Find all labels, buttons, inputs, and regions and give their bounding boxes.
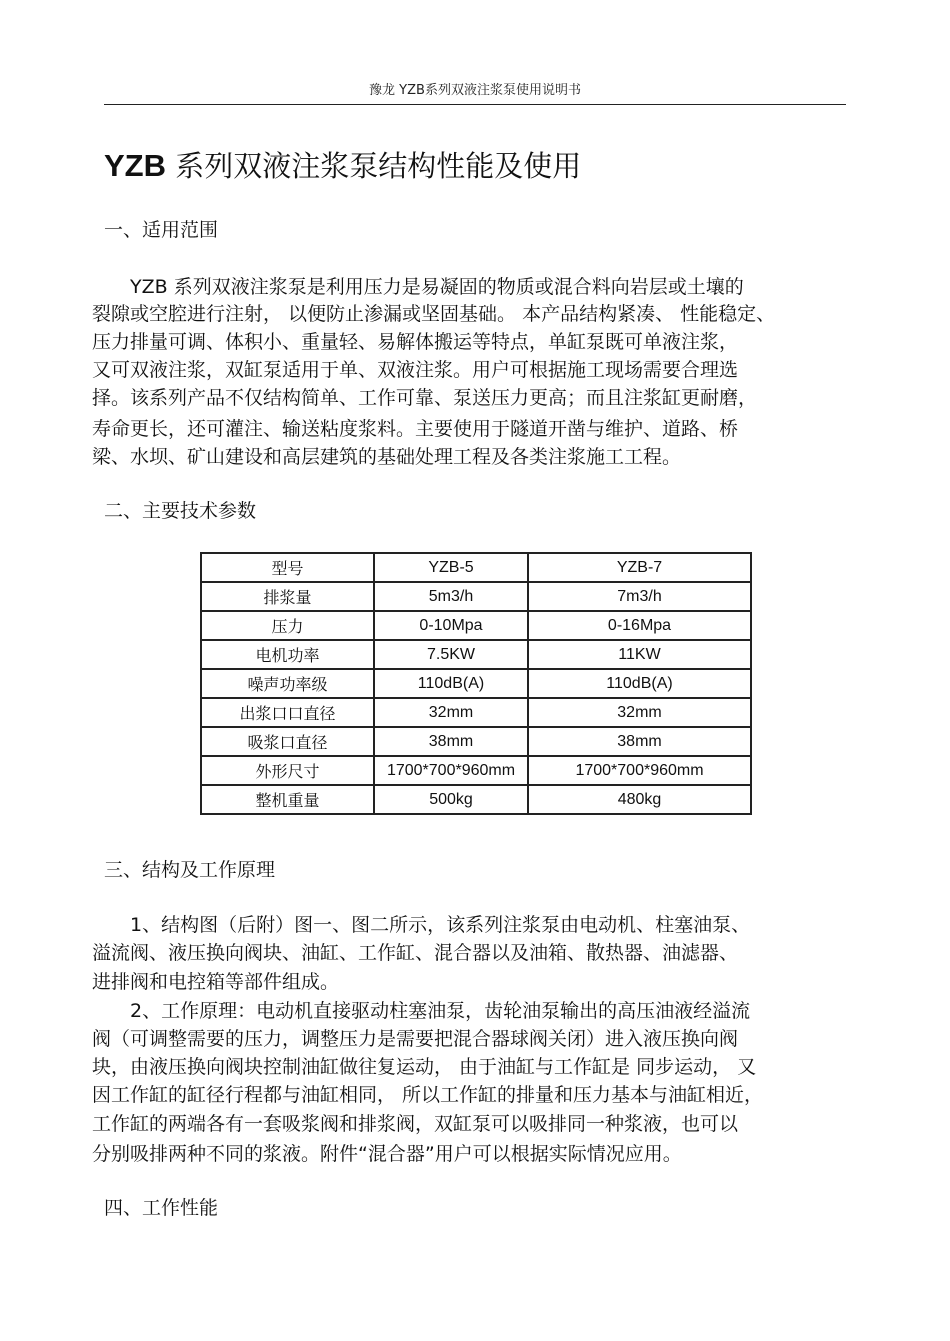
table-cell: 480kg — [528, 785, 751, 814]
table-cell: 外形尺寸 — [201, 756, 374, 785]
paragraph-line: 工作缸的两端各有一套吸浆阀和排浆阀，双缸泵可以吸排同一种浆液，也可以 — [92, 1113, 739, 1135]
table-row — [201, 582, 751, 611]
table-cell: 压力 — [201, 611, 374, 640]
table-cell: 电机功率 — [201, 640, 374, 669]
table-header-cell: YZB-7 — [528, 553, 751, 582]
paragraph-line: 寿命更长，还可灌注、输送粘度浆料。主要使用于隧道开凿与维护、道路、桥 — [92, 418, 739, 440]
section-heading-specs: 二、主要技术参数 — [104, 500, 257, 522]
paragraph-line: 又可双液注浆，双缸泵适用于单、双液注浆。用户可根据施工现场需要合理选 — [92, 359, 739, 381]
table-row — [201, 611, 751, 640]
table-cell: 500kg — [374, 785, 528, 814]
title-text: 系列双液注浆泵结构性能及使用 — [166, 149, 582, 183]
paragraph-line: 分别吸排两种不同的浆液。附件“混合器”用户可以根据实际情况应用。 — [92, 1143, 682, 1165]
document-title — [104, 146, 581, 186]
running-header: 豫龙 YZB系列双液注浆泵使用说明书 — [369, 83, 581, 98]
paragraph-line: 压力排量可调、体积小、重量轻、易解体搬运等特点，单缸泵既可单液注浆， — [92, 331, 739, 353]
section-heading-performance: 四、工作性能 — [104, 1197, 219, 1219]
paragraph-line: 裂隙或空腔进行注射， 以便防止渗漏或坚固基础。 本产品结构紧凑、 性能稳定、 — [92, 303, 776, 325]
table-cell: 110dB(A) — [374, 669, 528, 698]
table-cell: 排浆量 — [201, 582, 374, 611]
table-cell: 1700*700*960mm — [528, 756, 751, 785]
paragraph-line: 因工作缸的缸径行程都与油缸相同， 所以工作缸的排量和压力基本与油缸相近， — [92, 1084, 764, 1106]
table-row — [201, 640, 751, 669]
table-cell: 0-16Mpa — [528, 611, 751, 640]
table-cell: 7m3/h — [528, 582, 751, 611]
title-model: YZB — [104, 148, 166, 183]
table-row — [201, 669, 751, 698]
table-header-row — [201, 553, 751, 582]
table-cell: 11KW — [528, 640, 751, 669]
table-row — [201, 727, 751, 756]
paragraph-line: 溢流阀、液压换向阀块、油缸、工作缸、混合器以及油箱、散热器、油滤器、 — [92, 942, 739, 964]
table-cell: 5m3/h — [374, 582, 528, 611]
spec-table — [200, 552, 752, 815]
table-cell: 7.5KW — [374, 640, 528, 669]
table-cell: 噪声功率级 — [201, 669, 374, 698]
paragraph-line: 1、结构图（后附）图一、图二所示，该系列注浆泵由电动机、柱塞油泵、 — [130, 914, 751, 936]
table-cell: 出浆口口直径 — [201, 698, 374, 727]
table-row — [201, 785, 751, 814]
table-cell: 0-10Mpa — [374, 611, 528, 640]
table-cell: 32mm — [528, 698, 751, 727]
table-cell: 整机重量 — [201, 785, 374, 814]
table-header-cell: 型号 — [201, 553, 374, 582]
paragraph-line: 进排阀和电控箱等部件组成。 — [92, 971, 340, 993]
section-heading-structure: 三、结构及工作原理 — [104, 859, 276, 881]
table-cell: 38mm — [374, 727, 528, 756]
paragraph-line: 2、工作原理：电动机直接驱动柱塞油泵，齿轮油泵输出的高压油液经溢流 — [130, 1000, 751, 1022]
paragraph-line: 梁、水坝、矿山建设和高层建筑的基础处理工程及各类注浆施工工程。 — [92, 446, 682, 468]
table-row — [201, 756, 751, 785]
paragraph-line: 阀（可调整需要的压力，调整压力是需要把混合器球阀关闭）进入液压换向阀 — [92, 1028, 739, 1050]
table-cell: 110dB(A) — [528, 669, 751, 698]
table-cell: 吸浆口直径 — [201, 727, 374, 756]
paragraph-line: 块，由液压换向阀块控制油缸做往复运动， 由于油缸与工作缸是 同步运动， 又 — [92, 1056, 757, 1078]
paragraph-line: 择。该系列产品不仅结构简单、工作可靠、泵送压力更高；而且注浆缸更耐磨， — [92, 387, 758, 409]
table-row — [201, 698, 751, 727]
table-cell: 38mm — [528, 727, 751, 756]
header-divider — [104, 104, 846, 105]
table-cell: 32mm — [374, 698, 528, 727]
paragraph-line: YZB 系列双液注浆泵是利用压力是易凝固的物质或混合料向岩层或土壤的 — [130, 276, 744, 298]
section-heading-scope: 一、适用范围 — [104, 219, 219, 241]
table-header-cell: YZB-5 — [374, 553, 528, 582]
table-cell: 1700*700*960mm — [374, 756, 528, 785]
